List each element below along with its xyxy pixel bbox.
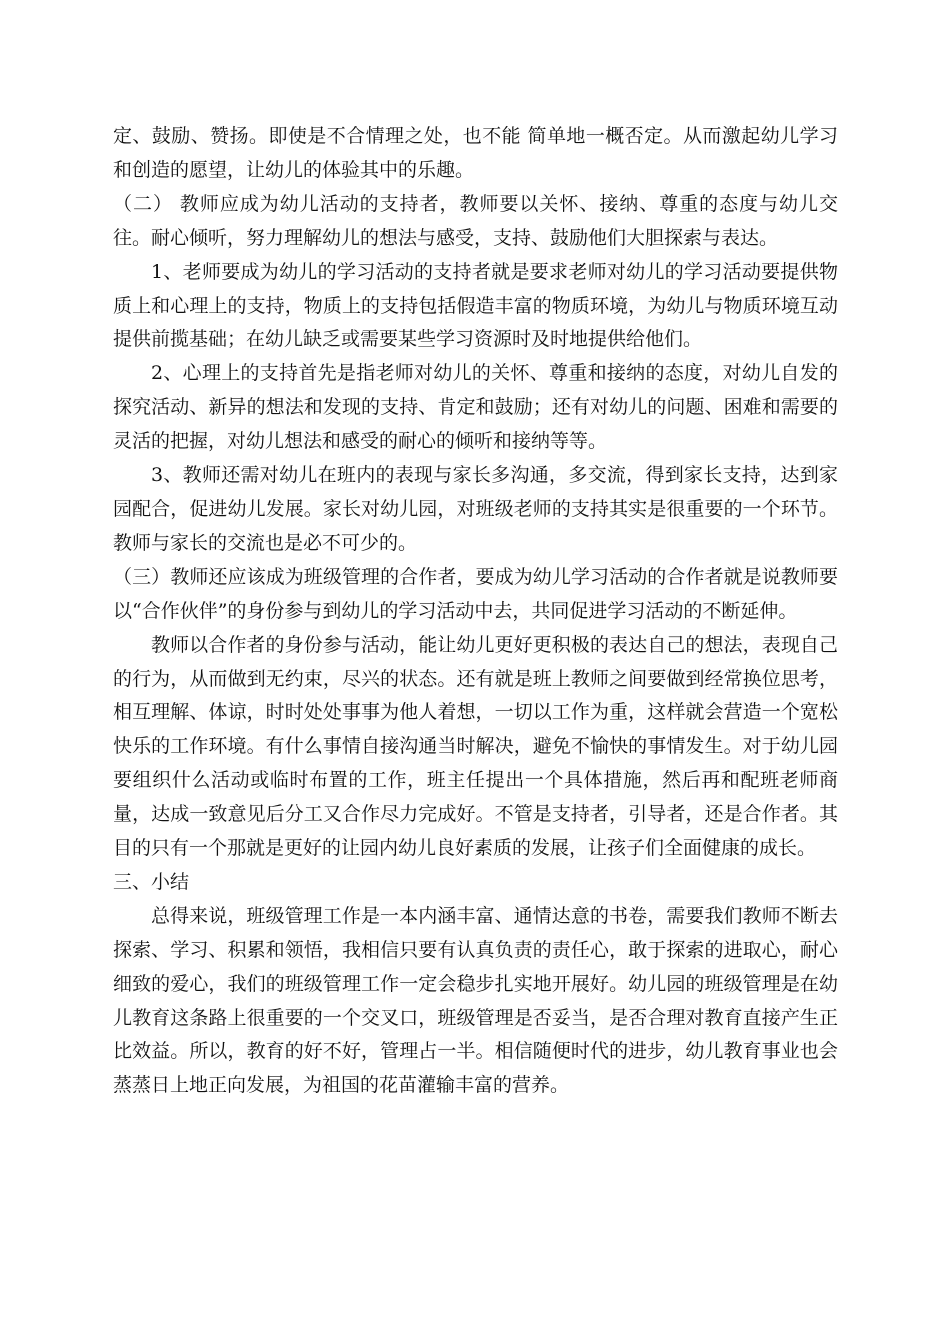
summary-heading: 三、小结 [113, 870, 190, 893]
paragraph-continuation: 定、鼓励、赞扬。即使是不合情理之处，也不能 简单地一概否定。从而激起幼儿学习和创造的愿望，让幼儿的体验其中的乐趣。 [113, 125, 838, 181]
paragraph-point-1: 1、老师要成为幼儿的学习活动的支持者就是要求老师对幼儿的学习活动要提供物质上和心理上的支持，物质上的支持包括假造丰富的物质环境，为幼儿与物质环境互动提供前揽基础；在幼儿缺乏或需要某些学习资源时及时地提供给他们。 [113, 260, 838, 351]
document-body [113, 120, 838, 1103]
section-heading-2: （二） 教师应成为幼儿活动的支持者，教师要以关怀、接纳、尊重的态度与幼儿交往。耐心倾听，努力理解幼儿的想法与感受，支持、鼓励他们大胆探索与表达。 [113, 192, 838, 249]
paragraph-point-3: 3、教师还需对幼儿在班内的表现与家长多沟通，多交流，得到家长支持，达到家园配合，促进幼儿发展。家长对幼儿园，对班级老师的支持其实是很重要的一个环节。教师与家长的交流也是必不可少的。 [113, 464, 838, 554]
paragraph-summary: 总得来说，班级管理工作是一本内涵丰富、通情达意的书卷，需要我们教师不断去探索、学习、积累和领悟，我相信只要有认真负责的责任心，敢于探索的进取心，耐心细致的爱心，我们的班级管理工作一定会稳步扎实地开展好。幼儿园的班级管理是在幼儿教育这条路上很重要的一个交叉口，班级管理是否妥当，是否合理对教育直接产生正比效益。所以，教育的好不好，管理占一半。相信随便时代的进步，幼儿教育事业也会蒸蒸日上地正向发展，为祖国的花苗灌输丰富的营养。 [113, 904, 838, 1097]
paragraph-point-2: 2、心理上的支持首先是指老师对幼儿的关怀、尊重和接纳的态度，对幼儿自发的探究活动、新异的想法和发现的支持、肯定和鼓励；还有对幼儿的问题、困难和需要的灵活的把握，对幼儿想法和感受的耐心的倾听和接纳等等。 [113, 362, 838, 453]
section-heading-3: （三）教师还应该成为班级管理的合作者，要成为幼儿学习活动的合作者就是说教师要以“合作伙伴”的身份参与到幼儿的学习活动中去，共同促进学习活动的不断延伸。 [113, 565, 838, 622]
paragraph-cooperation: 教师以合作者的身份参与活动，能让幼儿更好更积极的表达自己的想法，表现自己的行为，从而做到无约束，尽兴的状态。还有就是班上教师之间要做到经常换位思考，相互理解、体谅，时时处处事事为他人着想，一切以工作为重，这样就会营造一个宽松快乐的工作环境。有什么事情自接沟通当时解决，避免不愉快的事情发生。对于幼儿园要组织什么活动或临时布置的工作，班主任提出一个具体措施，然后再和配班老师商量，达成一致意见后分工又合作尽力完成好。不管是支持者，引导者，还是合作者。其目的只有一个那就是更好的让园内幼儿良好素质的发展，让孩子们全面健康的成长。 [113, 633, 838, 860]
